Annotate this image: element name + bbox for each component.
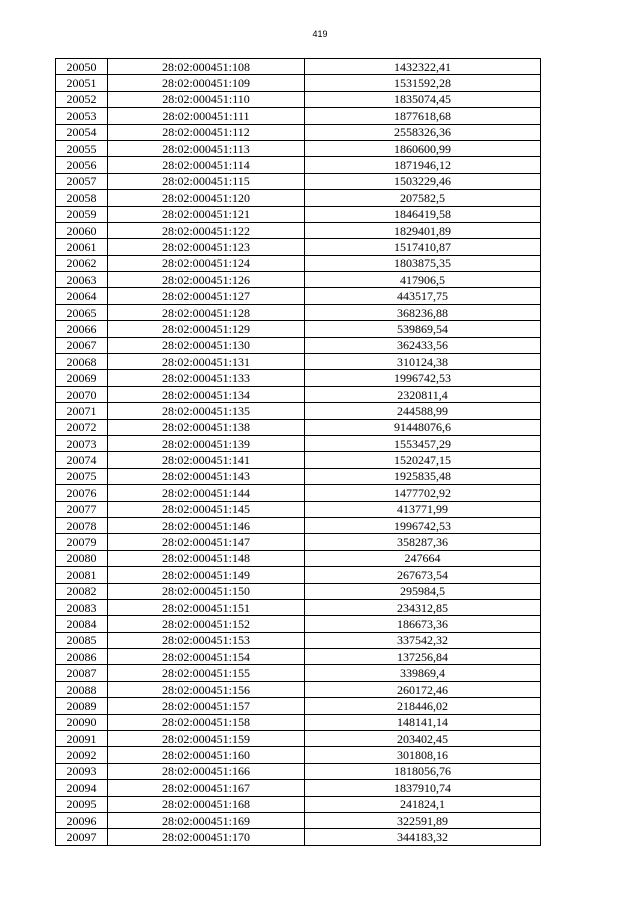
value-cell: 1829401,89 (305, 222, 541, 238)
cadastral-number-cell: 28:02:000451:166 (108, 763, 305, 779)
cadastral-value-table (55, 58, 541, 846)
table-row (56, 501, 541, 517)
table-row (56, 550, 541, 566)
table-row (56, 59, 541, 75)
cadastral-number-cell: 28:02:000451:128 (108, 304, 305, 320)
cadastral-number-cell: 28:02:000451:147 (108, 534, 305, 550)
row-number-cell: 20077 (56, 501, 108, 517)
table-row (56, 796, 541, 812)
value-cell: 1477702,92 (305, 485, 541, 501)
cadastral-number-cell: 28:02:000451:145 (108, 501, 305, 517)
row-number-cell: 20059 (56, 206, 108, 222)
cadastral-number-cell: 28:02:000451:170 (108, 829, 305, 845)
cadastral-number-cell: 28:02:000451:134 (108, 386, 305, 402)
row-number-cell: 20090 (56, 714, 108, 730)
value-cell: 267673,54 (305, 567, 541, 583)
cadastral-number-cell: 28:02:000451:154 (108, 649, 305, 665)
row-number-cell: 20088 (56, 681, 108, 697)
row-number-cell: 20097 (56, 829, 108, 845)
cadastral-number-cell: 28:02:000451:126 (108, 272, 305, 288)
table-row (56, 468, 541, 484)
value-cell: 241824,1 (305, 796, 541, 812)
table-row (56, 731, 541, 747)
cadastral-number-cell: 28:02:000451:143 (108, 468, 305, 484)
value-cell: 1996742,53 (305, 517, 541, 533)
row-number-cell: 20073 (56, 435, 108, 451)
table-row (56, 75, 541, 91)
table-row (56, 599, 541, 615)
table-row (56, 91, 541, 107)
table-row (56, 222, 541, 238)
table-row (56, 665, 541, 681)
table-row (56, 812, 541, 828)
table-row (56, 583, 541, 599)
row-number-cell: 20057 (56, 173, 108, 189)
cadastral-number-cell: 28:02:000451:155 (108, 665, 305, 681)
cadastral-number-cell: 28:02:000451:122 (108, 222, 305, 238)
row-number-cell: 20072 (56, 419, 108, 435)
value-cell: 218446,02 (305, 698, 541, 714)
value-cell: 322591,89 (305, 812, 541, 828)
cadastral-number-cell: 28:02:000451:167 (108, 780, 305, 796)
table-row (56, 681, 541, 697)
row-number-cell: 20050 (56, 59, 108, 75)
table-row (56, 780, 541, 796)
cadastral-number-cell: 28:02:000451:121 (108, 206, 305, 222)
cadastral-number-cell: 28:02:000451:151 (108, 599, 305, 615)
row-number-cell: 20094 (56, 780, 108, 796)
cadastral-number-cell: 28:02:000451:148 (108, 550, 305, 566)
cadastral-number-cell: 28:02:000451:160 (108, 747, 305, 763)
value-cell: 1925835,48 (305, 468, 541, 484)
row-number-cell: 20092 (56, 747, 108, 763)
row-number-cell: 20068 (56, 354, 108, 370)
cadastral-number-cell: 28:02:000451:146 (108, 517, 305, 533)
cadastral-number-cell: 28:02:000451:135 (108, 403, 305, 419)
cadastral-number-cell: 28:02:000451:158 (108, 714, 305, 730)
row-number-cell: 20087 (56, 665, 108, 681)
table-row (56, 517, 541, 533)
value-cell: 2320811,4 (305, 386, 541, 402)
cadastral-number-cell: 28:02:000451:153 (108, 632, 305, 648)
value-cell: 234312,85 (305, 599, 541, 615)
value-cell: 1996742,53 (305, 370, 541, 386)
value-cell: 358287,36 (305, 534, 541, 550)
value-cell: 295984,5 (305, 583, 541, 599)
cadastral-number-cell: 28:02:000451:157 (108, 698, 305, 714)
value-cell: 1803875,35 (305, 255, 541, 271)
row-number-cell: 20095 (56, 796, 108, 812)
table-row (56, 403, 541, 419)
cadastral-number-cell: 28:02:000451:120 (108, 190, 305, 206)
value-cell: 1432322,41 (305, 59, 541, 75)
cadastral-number-cell: 28:02:000451:130 (108, 337, 305, 353)
row-number-cell: 20074 (56, 452, 108, 468)
value-cell: 368236,88 (305, 304, 541, 320)
row-number-cell: 20067 (56, 337, 108, 353)
cadastral-number-cell: 28:02:000451:112 (108, 124, 305, 140)
row-number-cell: 20056 (56, 157, 108, 173)
table-row (56, 419, 541, 435)
value-cell: 1877618,68 (305, 108, 541, 124)
value-cell: 1837910,74 (305, 780, 541, 796)
cadastral-number-cell: 28:02:000451:114 (108, 157, 305, 173)
table-row (56, 485, 541, 501)
row-number-cell: 20066 (56, 321, 108, 337)
value-cell: 1835074,45 (305, 91, 541, 107)
row-number-cell: 20053 (56, 108, 108, 124)
page-number: 419 (312, 29, 328, 39)
cadastral-number-cell: 28:02:000451:141 (108, 452, 305, 468)
value-cell: 2558326,36 (305, 124, 541, 140)
cadastral-number-cell: 28:02:000451:138 (108, 419, 305, 435)
value-cell: 539869,54 (305, 321, 541, 337)
row-number-cell: 20071 (56, 403, 108, 419)
row-number-cell: 20054 (56, 124, 108, 140)
table-row (56, 649, 541, 665)
cadastral-number-cell: 28:02:000451:124 (108, 255, 305, 271)
table-row (56, 698, 541, 714)
table-row (56, 370, 541, 386)
row-number-cell: 20051 (56, 75, 108, 91)
table-row (56, 616, 541, 632)
value-cell: 1871946,12 (305, 157, 541, 173)
cadastral-number-cell: 28:02:000451:152 (108, 616, 305, 632)
cadastral-number-cell: 28:02:000451:149 (108, 567, 305, 583)
row-number-cell: 20075 (56, 468, 108, 484)
value-cell: 362433,56 (305, 337, 541, 353)
value-cell: 417906,5 (305, 272, 541, 288)
value-cell: 344183,32 (305, 829, 541, 845)
row-number-cell: 20055 (56, 140, 108, 156)
row-number-cell: 20082 (56, 583, 108, 599)
value-cell: 244588,99 (305, 403, 541, 419)
cadastral-number-cell: 28:02:000451:111 (108, 108, 305, 124)
value-cell: 339869,4 (305, 665, 541, 681)
value-cell: 1531592,28 (305, 75, 541, 91)
cadastral-number-cell: 28:02:000451:113 (108, 140, 305, 156)
table-row (56, 206, 541, 222)
cadastral-number-cell: 28:02:000451:129 (108, 321, 305, 337)
table-row (56, 747, 541, 763)
table-row (56, 567, 541, 583)
row-number-cell: 20070 (56, 386, 108, 402)
row-number-cell: 20060 (56, 222, 108, 238)
row-number-cell: 20085 (56, 632, 108, 648)
table-row (56, 190, 541, 206)
table-row (56, 632, 541, 648)
row-number-cell: 20061 (56, 239, 108, 255)
cadastral-number-cell: 28:02:000451:159 (108, 731, 305, 747)
table-row (56, 354, 541, 370)
table-row (56, 452, 541, 468)
cadastral-number-cell: 28:02:000451:133 (108, 370, 305, 386)
value-cell: 1818056,76 (305, 763, 541, 779)
value-cell: 301808,16 (305, 747, 541, 763)
row-number-cell: 20069 (56, 370, 108, 386)
cadastral-number-cell: 28:02:000451:156 (108, 681, 305, 697)
row-number-cell: 20076 (56, 485, 108, 501)
table-row (56, 304, 541, 320)
row-number-cell: 20083 (56, 599, 108, 615)
table-row (56, 714, 541, 730)
table-row (56, 288, 541, 304)
value-cell: 413771,99 (305, 501, 541, 517)
table-row (56, 157, 541, 173)
table-row (56, 763, 541, 779)
value-cell: 1846419,58 (305, 206, 541, 222)
value-cell: 1520247,15 (305, 452, 541, 468)
row-number-cell: 20065 (56, 304, 108, 320)
row-number-cell: 20096 (56, 812, 108, 828)
table-row (56, 140, 541, 156)
cadastral-number-cell: 28:02:000451:168 (108, 796, 305, 812)
value-cell: 1503229,46 (305, 173, 541, 189)
row-number-cell: 20089 (56, 698, 108, 714)
value-cell: 207582,5 (305, 190, 541, 206)
row-number-cell: 20079 (56, 534, 108, 550)
row-number-cell: 20093 (56, 763, 108, 779)
value-cell: 186673,36 (305, 616, 541, 632)
row-number-cell: 20058 (56, 190, 108, 206)
value-cell: 1517410,87 (305, 239, 541, 255)
table-row (56, 534, 541, 550)
value-cell: 91448076,6 (305, 419, 541, 435)
cadastral-number-cell: 28:02:000451:131 (108, 354, 305, 370)
cadastral-number-cell: 28:02:000451:169 (108, 812, 305, 828)
row-number-cell: 20064 (56, 288, 108, 304)
cadastral-number-cell: 28:02:000451:115 (108, 173, 305, 189)
cadastral-number-cell: 28:02:000451:123 (108, 239, 305, 255)
cadastral-number-cell: 28:02:000451:110 (108, 91, 305, 107)
table-row (56, 272, 541, 288)
table-row (56, 108, 541, 124)
cadastral-number-cell: 28:02:000451:139 (108, 435, 305, 451)
value-cell: 337542,32 (305, 632, 541, 648)
table-body (56, 59, 541, 846)
cadastral-number-cell: 28:02:000451:108 (108, 59, 305, 75)
row-number-cell: 20078 (56, 517, 108, 533)
cadastral-number-cell: 28:02:000451:127 (108, 288, 305, 304)
row-number-cell: 20091 (56, 731, 108, 747)
value-cell: 137256,84 (305, 649, 541, 665)
cadastral-number-cell: 28:02:000451:150 (108, 583, 305, 599)
value-cell: 247664 (305, 550, 541, 566)
row-number-cell: 20080 (56, 550, 108, 566)
table-row (56, 435, 541, 451)
row-number-cell: 20052 (56, 91, 108, 107)
row-number-cell: 20081 (56, 567, 108, 583)
table-row (56, 124, 541, 140)
value-cell: 1553457,29 (305, 435, 541, 451)
row-number-cell: 20063 (56, 272, 108, 288)
cadastral-number-cell: 28:02:000451:109 (108, 75, 305, 91)
row-number-cell: 20084 (56, 616, 108, 632)
table-row (56, 173, 541, 189)
table-row (56, 386, 541, 402)
cadastral-number-cell: 28:02:000451:144 (108, 485, 305, 501)
table-row (56, 337, 541, 353)
value-cell: 443517,75 (305, 288, 541, 304)
value-cell: 310124,38 (305, 354, 541, 370)
value-cell: 203402,45 (305, 731, 541, 747)
value-cell: 1860600,99 (305, 140, 541, 156)
table-row (56, 239, 541, 255)
row-number-cell: 20086 (56, 649, 108, 665)
row-number-cell: 20062 (56, 255, 108, 271)
value-cell: 260172,46 (305, 681, 541, 697)
table-row (56, 321, 541, 337)
table-row (56, 255, 541, 271)
value-cell: 148141,14 (305, 714, 541, 730)
table-row (56, 829, 541, 845)
